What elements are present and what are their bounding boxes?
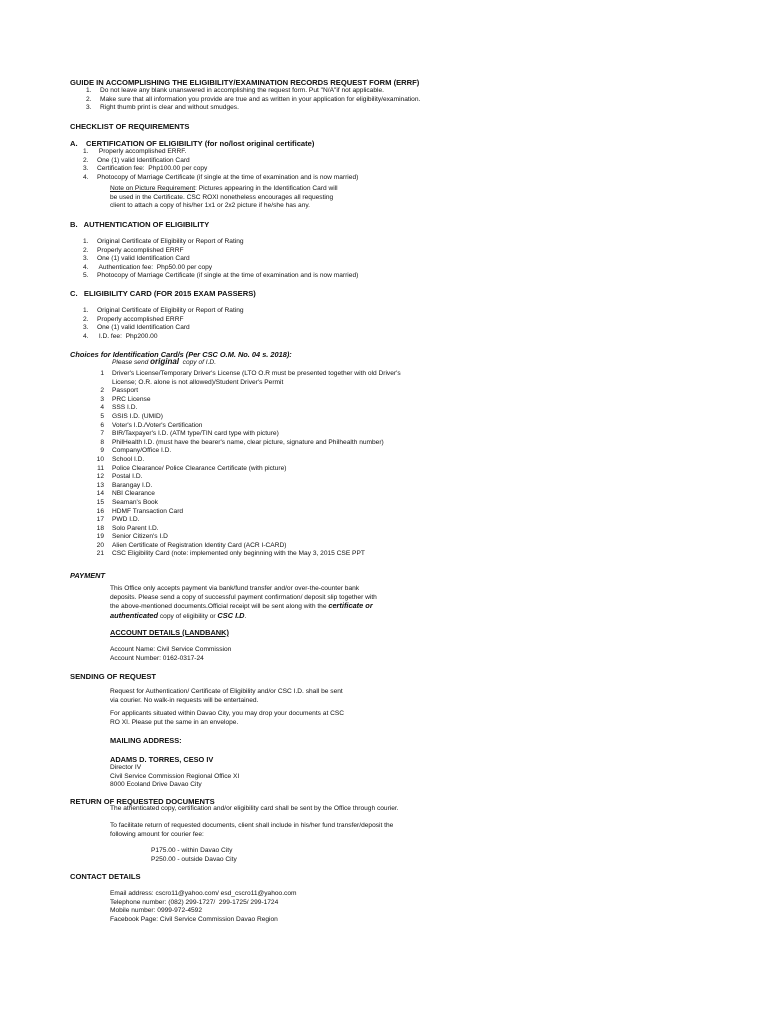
guide-list <box>86 87 420 113</box>
list-item: 17 PWD I.D. <box>96 516 140 524</box>
section-c-list <box>83 307 244 341</box>
list-item: 21 CSC Eligibility Card (note: implemented only beginning with the May 3, 2015 CSE PPT <box>96 550 365 558</box>
account-details <box>110 646 231 663</box>
list-item: 5 GSIS I.D. (UMID) <box>100 412 163 420</box>
id-choices-title: Choices for Identification Card/s (Per CSC O.M. No. 04 s. 2018): <box>70 350 292 359</box>
sending-title: SENDING OF REQUEST <box>70 672 157 681</box>
contact-telephone: Telephone number: (082) 299-1727/ 299-1725/ 299-1724 <box>110 898 279 906</box>
list-item: 15 Seaman's Book <box>96 498 158 506</box>
account-title: ACCOUNT DETAILS (LANDBANK) <box>110 628 229 637</box>
list-item: 19 Senior Citizen's I.D <box>96 533 168 541</box>
section-b-list <box>83 238 358 281</box>
contact-facebook: Facebook Page: Civil Service Commission Davao Region <box>110 915 278 923</box>
contact-title: CONTACT DETAILS <box>70 872 141 881</box>
section-a-title: A. CERTIFICATION OF ELIGIBILITY (for no/lost original certificate) <box>70 139 315 148</box>
list-item: 2. One (1) valid Identification Card <box>83 156 190 164</box>
account-name: Account Name: Civil Service Commission <box>110 646 232 653</box>
contact-email: Email address: cscro11@yahoo.com/ esd_cscro11@yahoo.com <box>110 890 297 897</box>
list-item: 3. One (1) valid Identification Card <box>83 324 190 332</box>
checklist-title: CHECKLIST OF REQUIREMENTS <box>70 122 190 131</box>
contact-mobile: Mobile number: 0999-972-4592 <box>110 907 203 915</box>
list-item: 2. Properly accomplished ERRF <box>83 246 184 254</box>
list-item: 3 PRC License <box>100 395 151 403</box>
list-item: 3. Certification fee: Php100.00 per copy <box>83 165 208 173</box>
list-item: License; O.R. alone is not allowed)/Student Driver's Permit <box>112 378 284 386</box>
list-item: 1. Properly accomplished ERRF. <box>83 148 187 155</box>
list-item: 11 Police Clearance/ Police Clearance Certificate (with picture) <box>97 464 287 472</box>
list-item: 2. Make sure that all information you provide are true and as written in your application for eligibility/examination. <box>86 95 421 103</box>
list-item: 6 Voter's I.D./Voter's Certification <box>100 421 203 429</box>
section-c-title: C. ELIGIBILITY CARD (FOR 2015 EXAM PASSERS) <box>70 289 256 298</box>
id-list <box>98 370 401 559</box>
sending-dropoff-text: For applicants situated within Davao City, you may drop your documents at CSC RO XI. Please put the same in an envelope. <box>110 710 345 726</box>
list-item: 4 SSS I.D. <box>100 404 138 412</box>
list-item: 2. Properly accomplished ERRF <box>83 315 184 323</box>
list-item: 1. Do not leave any blank unanswered in accomplishing the request form. Put "N/A"if not applicable. <box>86 87 384 94</box>
list-item: 5. Photocopy of Marriage Certificate (if single at the time of examination and is now married) <box>83 272 359 280</box>
list-item: 4. Photocopy of Marriage Certificate (if single at the time of examination and is now married) <box>83 173 359 181</box>
list-item: 16 HDMF Transaction Card <box>96 507 184 515</box>
note-label: Note on Picture Requirement <box>110 185 196 192</box>
sending-text: Request for Authentication/ Certificate of Eligibility and/or CSC I.D. shall be sent via courier. No walk-in requests will be entertained. <box>110 688 343 704</box>
list-item: 20 Alien Certificate of Registration Identity Card (ACR I-CARD) <box>96 541 287 549</box>
list-item: 3. One (1) valid Identification Card <box>83 255 190 263</box>
contact-details <box>110 890 297 924</box>
courier-fees: P175.00 - within Davao City P250.00 - outside Davao City <box>151 847 237 863</box>
list-item: 9 Company/Office I.D. <box>100 447 172 455</box>
list-item: 1. Original Certificate of Eligibility or Report of Rating <box>83 238 244 245</box>
picture-note: Note on Picture Requirement: Pictures appearing in the Identification Card will be used in the Certificate. CSC ROXI nonetheless encourages all requesting client to attach a copy of his/her 1x1 or 2x2 picture if he/she has any. <box>110 185 338 210</box>
list-item: 1 Driver's License/Temporary Driver's License (LTO O.R must be presented together with old Driver's <box>100 370 401 377</box>
id-send-note: Please send original copy of I.D. <box>112 357 217 366</box>
list-item: 14 NBI Clearance <box>96 490 155 498</box>
payment-text: This Office only accepts payment via bank/fund transfer and/or over-the-counter bank deposits. Please send a copy of successful payment confirmation/ deposit slip together with the above-mentioned documents.Official receipt will be sent along with the certificate or authenticated copy of eligibility or CSC I.D. <box>110 585 377 620</box>
list-item: 13 Barangay I.D. <box>96 481 153 489</box>
account-number: Account Number: 0162-0317-24 <box>110 654 204 662</box>
recipient-name: ADAMS D. TORRES, CESO IV <box>110 755 214 764</box>
list-item: 1. Original Certificate of Eligibility or Report of Rating <box>83 307 244 314</box>
payment-title: PAYMENT <box>70 571 106 580</box>
mailing-title: MAILING ADDRESS: <box>110 736 182 745</box>
list-item: 2 Passport <box>100 387 139 395</box>
return-text: The athenticated copy, certification and/or eligibility card shall be sent by the Office through courier. <box>110 805 399 812</box>
return-title: RETURN OF REQUESTED DOCUMENTS <box>70 797 215 806</box>
guide-title: GUIDE IN ACCOMPLISHING THE ELIGIBILITY/EXAMINATION RECORDS REQUEST FORM (ERRF) <box>70 78 420 87</box>
list-item: 8 PhilHealth I.D. (must have the bearer's name, clear picture, signature and Philhealth number) <box>100 438 384 446</box>
list-item: 12 Postal I.D. <box>96 473 143 481</box>
section-a-list <box>83 148 358 182</box>
list-item: 3. Right thumb print is clear and without smudges. <box>86 104 239 112</box>
return-fee-text: To facilitate return of requested documents, client shall include in his/her fund transfer/deposit the following amount for courier fee: <box>110 822 394 838</box>
list-item: 4. I.D. fee: Php200.00 <box>83 332 158 340</box>
recipient-address: Director IV Civil Service Commission Regional Office XI 8000 Ecoland Drive Davao City <box>110 764 240 789</box>
list-item: 4. Authentication fee: Php50.00 per copy <box>83 263 213 271</box>
section-b-title: B. AUTHENTICATION OF ELIGIBILITY <box>70 220 210 229</box>
list-item: 7 BIR/Taxpayer's I.D. (ATM type/TIN card type with picture) <box>100 430 279 438</box>
list-item: 18 Solo Parent I.D. <box>96 524 159 532</box>
list-item: 10 School I.D. <box>96 455 145 463</box>
